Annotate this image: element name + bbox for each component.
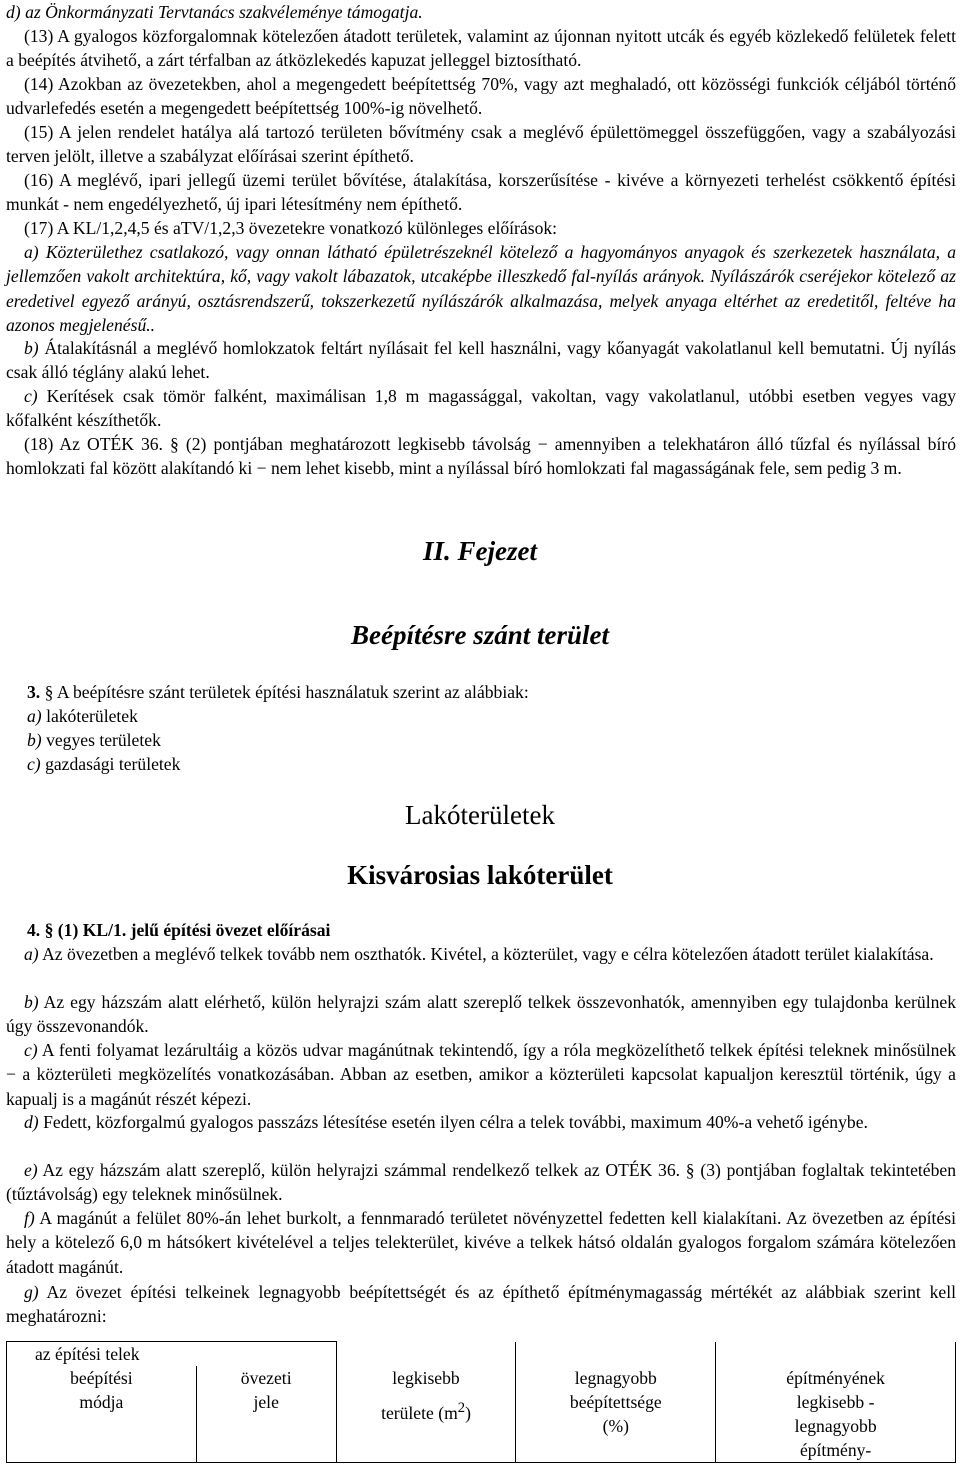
kisvarosias-heading: Kisvárosias lakóterület [347,860,613,890]
item-marker: b) [24,992,39,1012]
section-3-number: 3. [27,682,41,702]
table-empty-cell [516,1342,716,1367]
table-group-header: az építési telek [7,1342,337,1367]
intro-d-marker: d) [6,2,21,22]
paragraph-17: (17) A KL/1,2,4,5 és aTV/1,2,3 övezetekre vonatkozó különleges előírások: [24,218,558,238]
item-text: Fedett, közforgalmú gyalogos passzázs létesítése esetén ilyen célra a telek további, maximum 40%-a vehető igénybe. [43,1112,868,1132]
paragraph-15: (15) A jelen rendelet hatálya alá tartozó területen bővítmény csak a meglévő épülettömeggel összefüggően, vagy a szabályozási terven jelölt, illetve a szabályzat előírásai szerint építhető. [6,122,956,167]
paragraph-17b [6,336,956,385]
item-text: Az övezet építési telkeinek legnagyobb beépítettségét és az építhető építménymagasság mértékét az alábbiak szerint kell meghatározni: [6,1282,956,1327]
paragraph-17c [6,384,956,433]
table-empty-cell [336,1342,516,1367]
item-text: Az egy házszám alatt elérhető, külön helyrajzi szám alatt szereplő telkek összevonhatók, amennyiben egy tulajdonba kerülnek úgy összevonandók. [6,992,956,1037]
paragraph-14: (14) Azokban az övezetekben, ahol a megengedett beépítettség 70%, vagy azt meghaladó, ott közösségi funkciók céljából történő udvarlefedés esetén a megengedett beépítettség 100%-ig növelhető. [6,74,956,119]
column-header-legkisebb-terulete [336,1366,516,1463]
item-text: A fenti folyamat lezárultáig a közös udvar magánútnak tekintendő, így a róla megközelíthető telkek építési teleknek minősülnek − a közterületi megközelítés vonatkozásában. Abban az esetben, amikor a közterületi kapcsolat kapualjon keresztül történik, úgy a kapualj is a magánút részét képezi. [6,1040,956,1109]
header-line [341,1396,512,1425]
item-marker: e) [24,1160,38,1180]
item-text: Az egy házszám alatt szereplő, külön helyrajzi számmal rendelkező telkek az OTÉK 36. § (3) pontjában foglaltak tekintetében (tűztávolság) egy teleknek minősülnek. [6,1160,956,1205]
header-superscript: 2 [457,1400,466,1416]
section-4-d [6,1110,956,1134]
header-line: legkisebb - [796,1392,875,1412]
section-3-item-a [27,704,138,728]
item-marker: c) [24,1040,38,1060]
item-text: A magánút a felület 80%-án lehet burkolt, a fennmaradó területet növényzettel fedetten kell kialakítani. Az övezetben az építési hely a kötelező 6,0 m hátsókert kivételével a teljes telekterület, kivéve a telkek hátsó oldalán gyalogos forgalom számára kötelezően átadott magánút. [6,1208,956,1277]
building-parameters-table [6,1341,956,1463]
column-header-beepitesi-modja [7,1366,197,1463]
item-text: lakóterületek [46,706,138,726]
paragraph-18: (18) Az OTÉK 36. § (2) pontjában meghatározott legkisebb távolság − amennyiben a telekhatáron álló tűzfal és nyílással bíró homlokzati fal között alakítandó ki − nem lehet kisebb, mint a nyílással bíró homlokzati fal magasságának fele, sem pedig 3 m. [6,434,956,479]
item-marker: b) [27,730,42,750]
table-column-header-row [7,1366,956,1463]
header-line: beépítettsége [569,1392,662,1412]
header-line: építményének [786,1368,885,1388]
item-text: gazdasági területek [45,754,181,774]
intro-d-line [6,0,423,24]
section-4-c [6,1038,956,1111]
section-4-heading [27,918,330,942]
intro-d-text: az Önkormányzati Tervtanács szakvéleménye támogatja. [25,2,423,22]
header-line: beépítési [70,1368,133,1388]
column-header-legnagyobb-beepitettsege [516,1366,716,1463]
header-text: ) [465,1402,471,1423]
section-4-f [6,1206,956,1279]
item-marker: f) [24,1208,35,1228]
paragraph-17a: a) Közterülethez csatlakozó, vagy onnan látható épületrészeknél kötelező a hagyományos anyagok és szerkezetek használata, a jellemzően vakolt architektúra, kő, vagy vakolt lábazatok, utcaképbe illeszkedő fal-nyílás arányok. Nyílászárók cseréjekor kötelező az eredetivel egyező arányú, osztásrendszerű, tokszerkezetű nyílászárók alkalmazása, melyek anyaga eltérhet az eredetitől, feltéve ha azonos megjelenésű.. [6,242,956,336]
item-text: vegyes területek [46,730,161,750]
column-header-epitmenymagassag [716,1366,956,1463]
paragraph-17b-marker: b) [24,338,39,358]
section-4-b [6,990,956,1039]
item-marker: c) [27,754,41,774]
item-marker: a) [27,706,42,726]
paragraph-17b-text: Átalakításnál a meglévő homlokzatok feltárt nyílásait fel kell használni, vagy kőanyagát vakolatlanul kell bemutatni. Új nyílás csak álló téglány alakú lehet. [6,338,956,383]
section-4-e [6,1158,956,1207]
item-marker: a) [24,944,39,964]
chapter-heading: II. Fejezet [423,536,537,566]
paragraph-16: (16) A meglévő, ipari jellegű üzemi terület bővítése, átalakítása, korszerűsítése - kivéve a környezeti terhelést csökkentő építési munkát - nem engedélyezhető, új ipari létesítmény nem építhető. [6,170,956,215]
section-3-heading [27,680,529,704]
header-line: legnagyobb [794,1416,877,1436]
lakoteruletek-heading: Lakóterületek [405,800,555,830]
header-line: legnagyobb [574,1368,657,1388]
column-header-ovezeti-jele [196,1366,336,1463]
header-text: területe (m [381,1402,458,1423]
header-line: építmény- [799,1440,872,1460]
item-marker: d) [24,1112,39,1132]
paragraph-13: (13) A gyalogos közforgalomnak kötelezően átadott területek, valamint az újonnan nyitott utcák és egyéb közlekedő felületek felett a beépítés átvihető, a zárt térfalban az átközlekedés kapuzat jelleggel biztosítható. [6,26,956,71]
section-4-number: 4. [27,920,41,940]
item-marker: g) [24,1282,39,1302]
paragraph-17c-marker: c) [24,386,38,406]
table-empty-cell [716,1342,956,1367]
header-line: övezeti [240,1368,292,1388]
header-line: (%) [602,1416,629,1436]
section-3-item-c [27,752,180,776]
section-4-title: § (1) KL/1. jelű építési övezet előírásai [44,920,331,940]
header-line: jele [253,1392,279,1412]
item-text: Az övezetben a meglévő telkek tovább nem oszthatók. Kivétel, a közterület, vagy e célra kötelezően átadott terület kialakítása. [42,944,934,964]
section-4-a [6,942,956,966]
header-line: legkisebb [392,1368,460,1388]
section-3-text: § A beépítésre szánt területek építési használatuk szerint az alábbiak: [44,682,529,702]
paragraph-17c-text: Kerítések csak tömör falként, maximálisan 1,8 m magassággal, vakoltan, vagy vakolatlanul, utóbbi esetben vegyes vagy kőfalként készíthetők. [6,386,956,431]
header-line: módja [79,1392,124,1412]
chapter-title: Beépítésre szánt terület [351,620,609,650]
section-3-item-b [27,728,161,752]
table-group-header-row [7,1342,956,1367]
section-4-g [6,1280,956,1329]
